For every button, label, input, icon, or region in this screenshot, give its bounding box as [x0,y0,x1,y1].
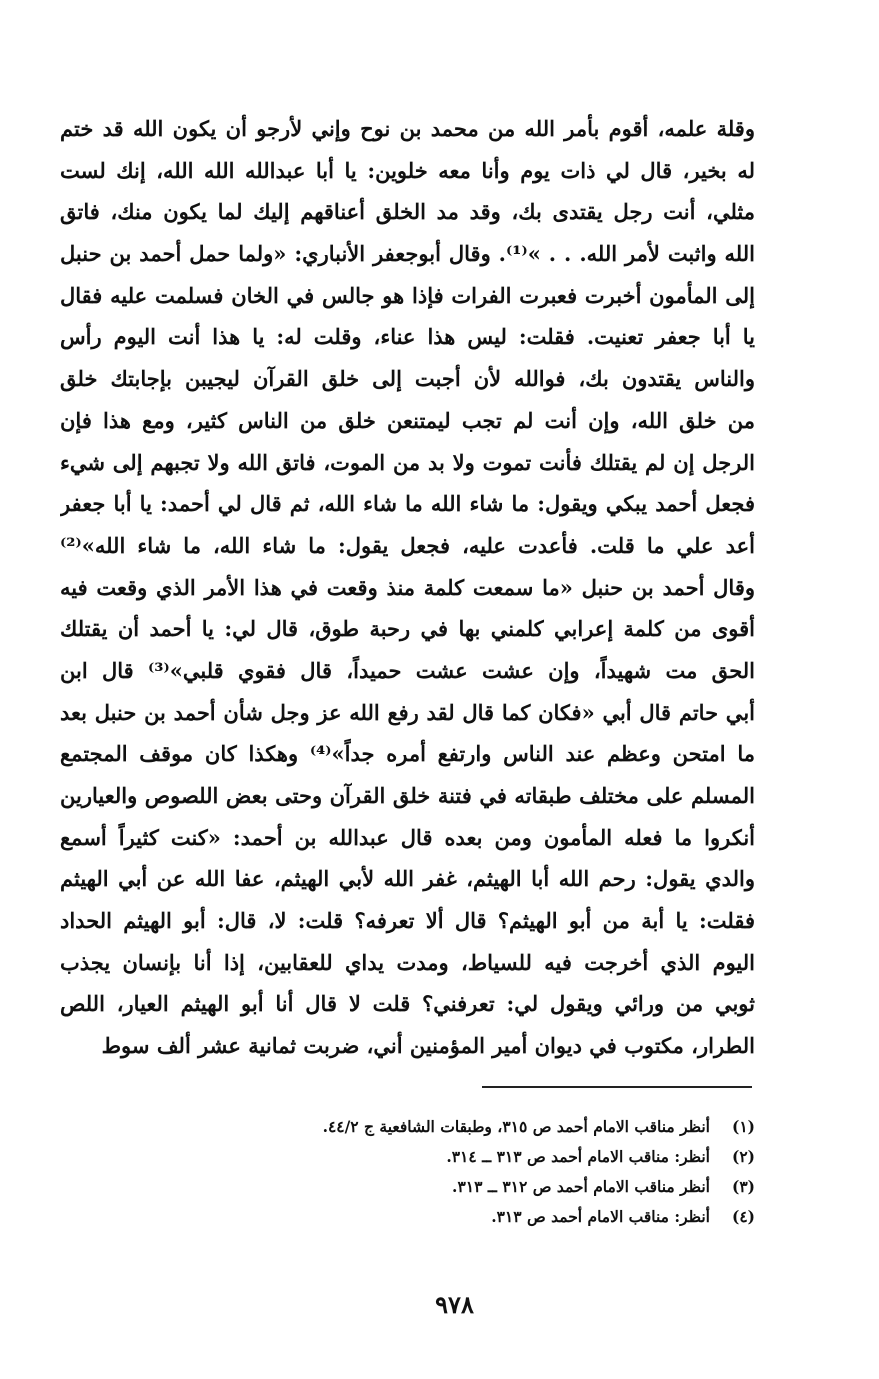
text-line: والدي يقول: رحم الله أبا الهيثم، غفر الله لأبي الهيثم، عفا الله عن أبي الهيثم [60,866,755,892]
text-line: مثلي، أنت رجل يقتدى بك، وقد مد الخلق أعناقهم إليك لما يكون منك، فاتق [60,199,755,225]
main-text [60,108,755,1067]
text-line: أعد علي ما قلت. فأعدت عليه، فجعل يقول: ما شاء الله، ما شاء الله»⁽²⁾ [60,532,755,558]
text-line: الرجل إن لم يقتلك فأنت تموت ولا بد من الموت، فاتق الله ولا تجبهم إلى شيء [60,449,755,475]
text-line: من خلق الله، وإن أنت لم تجب ليمتنعن خلق من الناس كثير، ومع هذا فإن [60,407,755,433]
text-line: ثوبي من ورائي ويقول لي: تعرفني؟ قلت لا قال أنا أبو الهيثم العيار، اللص [60,991,755,1017]
page-number: ٩٧٨ [435,1290,474,1319]
text-line: وقال أحمد بن حنبل «ما سمعت كلمة منذ وقعت في هذا الأمر الذي وقعت فيه [60,574,755,600]
footnote-text: أنظر مناقب الامام أحمد ص ٣١٥، وطبقات الشافعية ج ٤٤/٢. [322,1117,710,1136]
footnote-divider [482,1086,752,1088]
text-line: فجعل أحمد يبكي ويقول: ما شاء الله ما شاء الله، ثم قال لي أحمد: يا أبا جعفر [60,491,755,517]
text-line: يا أبا جعفر تعنيت. فقلت: ليس هذا عناء، وقلت له: يا هذا أنت اليوم رأس [60,324,755,350]
footnotes [200,1112,755,1232]
text-line: فقلت: يا أبة من أبو الهيثم؟ قال ألا تعرفه؟ قلت: لا، قال: أبو الهيثم الحداد [60,908,755,934]
text-line: المسلم على مختلف طبقاته في فتنة خلق القرآن وحتى بعض اللصوص والعيارين [60,783,755,808]
text-line: والناس يقتدون بك، فوالله لأن أجبت إلى خلق القرآن ليجيبن بإجابتك خلق [60,366,755,392]
text-line: اليوم الذي أخرجت فيه للسياط، ومدت يداي للعقابين، إذا أنا بإنسان يجذب [60,949,755,975]
text-line: أنكروا ما فعله المأمون ومن بعده قال عبدالله بن أحمد: «كنت كثيراً أسمع [60,824,755,850]
text-line: وقلة علمه، أقوم بأمر الله من محمد بن نوح وإني لأرجو أن يكون الله قد ختم [60,116,755,141]
footnote-text: أنظر: مناقب الامام أحمد ص ٣١٣. [491,1207,710,1226]
text-line: أقوى من كلمة إعرابي كلمني بها في رحبة طوق، قال لي: يا أحمد أن يقتلك [60,616,755,642]
text-line: له بخير، قال لي ذات يوم وأنا معه خلوين: يا أبا عبدالله الله الله، إنك لست [60,157,755,183]
text-line: إلى المأمون أخبرت فعبرت الفرات فإذا هو جالس في الخان فسلمت عليه فقال [60,282,755,308]
footnote [200,1112,755,1142]
text-line: الطرار، مكتوب في ديوان أمير المؤمنين أني، ضربت ثمانية عشر ألف سوط [101,1033,755,1059]
footnote-number: (٤) [731,1207,755,1226]
text-line: ما امتحن وعظم عند الناس وارتفع أمره جداً»⁽⁴⁾ وهكذا كان موقف المجتمع [60,741,755,767]
footnote-number: (٢) [731,1147,755,1166]
footnote-text: أنظر: مناقب الامام أحمد ص ٣١٣ ــ ٣١٤. [446,1147,710,1166]
footnote-text: أنظر مناقب الامام أحمد ص ٣١٢ ــ ٣١٣. [452,1177,710,1196]
footnote [200,1202,755,1232]
text-line: الحق مت شهيداً، وإن عشت عشت حميداً، قال فقوي قلبي»⁽³⁾ قال ابن [60,657,755,683]
footnote-number: (٣) [731,1177,755,1196]
text-line: الله واثبت لأمر الله. . . »⁽¹⁾. وقال أبوجعفر الأنباري: «ولما حمل أحمد بن حنبل [60,241,755,267]
footnote [200,1142,755,1172]
footnote [200,1172,755,1202]
text-line: أبي حاتم قال أبي «فكان كما قال لقد رفع الله عز وجل شأن أحمد بن حنبل بعد [60,699,755,725]
footnote-number: (١) [731,1117,755,1136]
